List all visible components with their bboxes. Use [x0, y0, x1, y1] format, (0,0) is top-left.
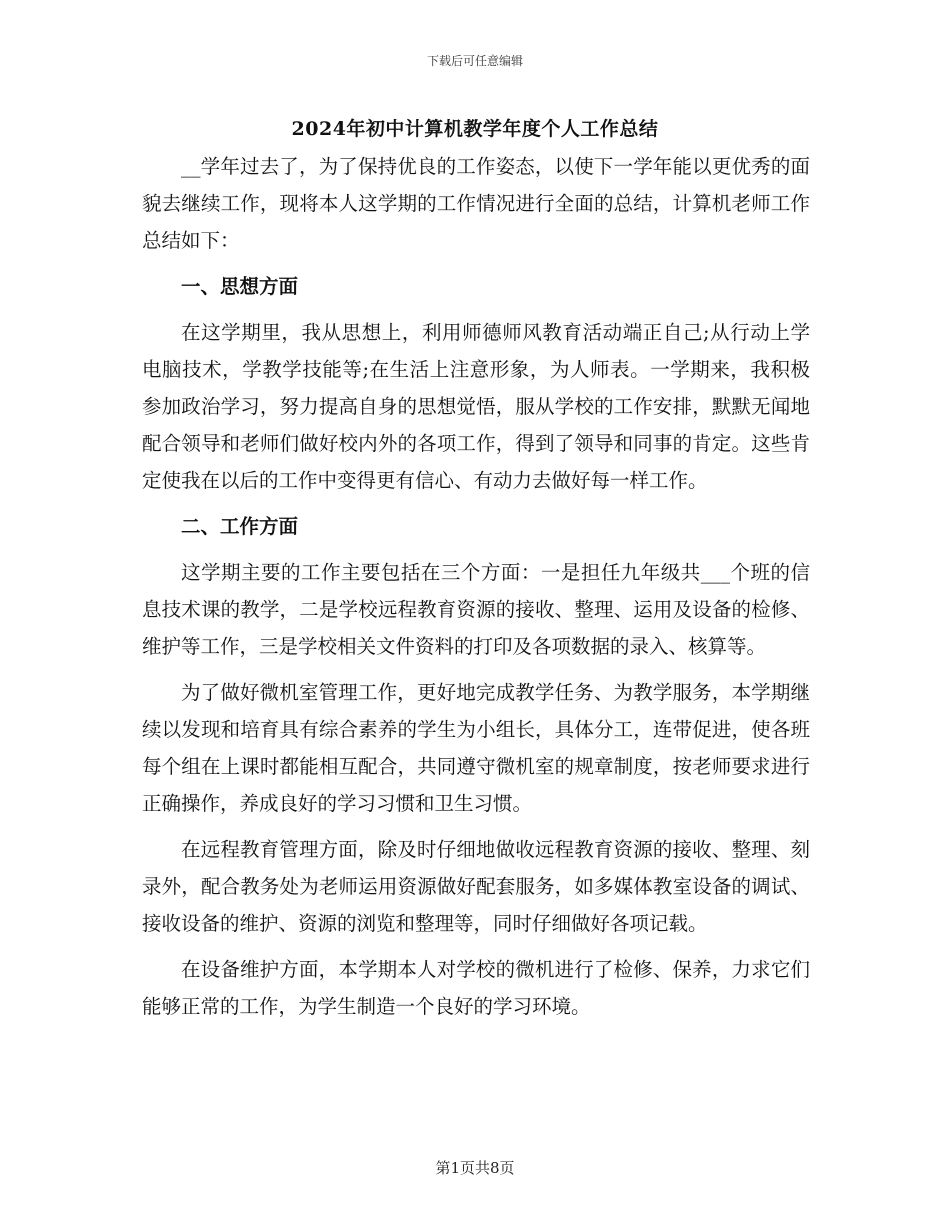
document-body	[142, 148, 810, 1025]
section-heading-work: 二、工作方面	[181, 515, 299, 538]
work-paragraph-1: 这学期主要的工作主要包括在三个方面：一是担任九年级共___个班的信息技术课的教学，二是学校远程教育资源的接收、整理、运用及设备的检修、维护等工作，三是学校相关文件资料的打印及各项数据的录入、核算等。	[142, 561, 810, 658]
section-paragraph-thought: 在这学期里，我从思想上，利用师德师风教育活动端正自己;从行动上学电脑技术，学教学技能等;在生活上注意形象，为人师表。一学期来，我积极参加政治学习，努力提高自身的思想觉悟，服从学校的工作安排，默默无闻地配合领导和老师们做好校内外的各项工作，得到了领导和同事的肯定。这些肯定使我在以后的工作中变得更有信心、有动力去做好每一样工作。	[142, 321, 810, 492]
section-heading-thought: 一、思想方面	[181, 275, 299, 298]
work-paragraph-3: 在远程教育管理方面，除及时仔细地做收远程教育资源的接收、整理、刻录外，配合教务处为老师运用资源做好配套服务，如多媒体教室设备的调试、接收设备的维护、资源的浏览和整理等，同时仔细做好各项记载。	[142, 838, 810, 935]
header-note: 下载后可任意编辑	[426, 54, 523, 68]
document-title: 2024年初中计算机教学年度个人工作总结	[291, 118, 659, 140]
work-paragraph-2: 为了做好微机室管理工作，更好地完成教学任务、为教学服务，本学期继续以发现和培育具有综合素养的学生为小组长，具体分工，连带促进，使各班每个组在上课时都能相互配合，共同遵守微机室的规章制度，按老师要求进行正确操作，养成良好的学习习惯和卫生习惯。	[142, 681, 810, 815]
work-paragraph-4: 在设备维护方面，本学期本人对学校的微机进行了检修、保养，力求它们能够正常的工作，为学生制造一个良好的学习环境。	[142, 958, 810, 1018]
page-indicator: 第1页共8页	[435, 1159, 515, 1177]
intro-paragraph: __学年过去了，为了保持优良的工作姿态，以使下一学年能以更优秀的面貌去继续工作，现将本人这学期的工作情况进行全面的总结，计算机老师工作总结如下：	[142, 155, 810, 252]
